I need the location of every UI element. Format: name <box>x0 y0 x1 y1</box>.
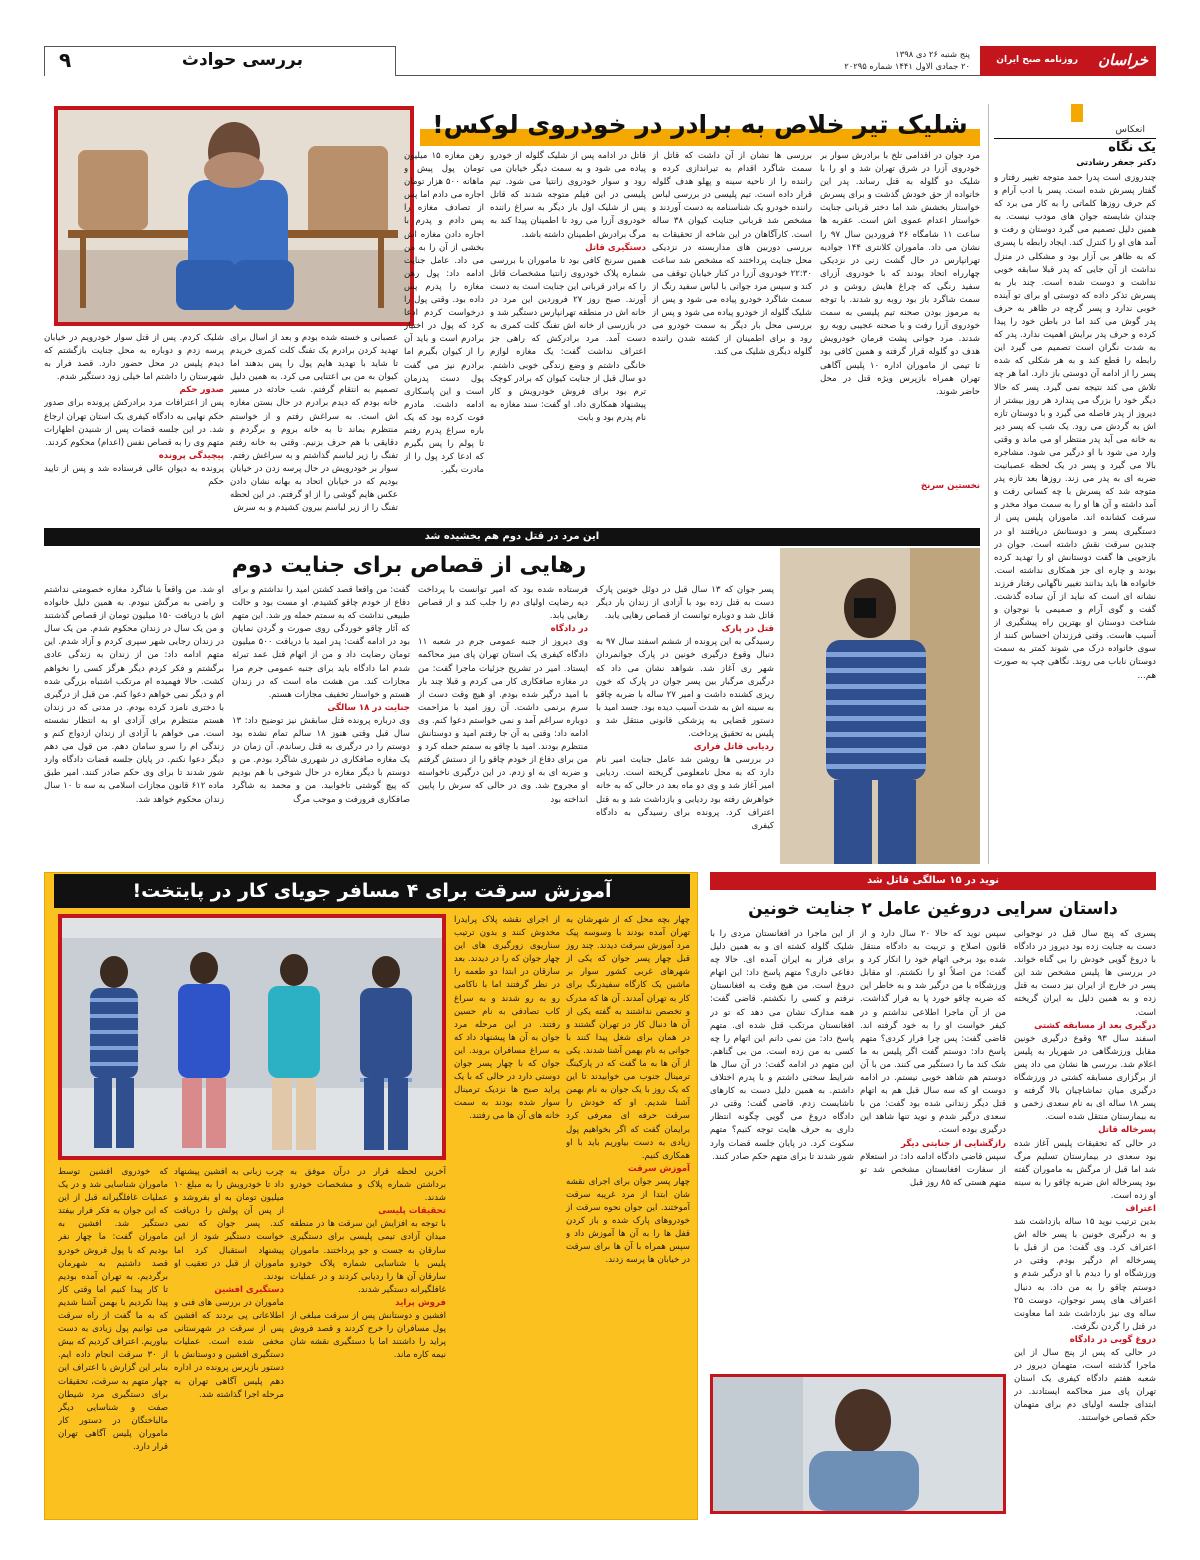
date-block <box>844 48 970 72</box>
story2-photo-frame <box>780 548 980 864</box>
story4-col2-text: سپس نوید که حالا ۲۰ سال دارد و از قانون اصلاح و تربیت به دادگاه منتقل شده بود برخی اتهام خود را انکار کرد و گفت: من اصلاً او را نکشتم. او مقابل ورزشگاه با من درگیر شد و به خاطر این که ضربه چاقو خورد پا به فرار گذاشت. من از آن ماجرا اطلاعی نداشتم و در کیفر خواست او را به خود گرفته اند. قاضی گفت: پس چرا فرار کردی؟ متهم پاسخ داد: دوستم گفت اگر پلیس به ما شک کند ما را دستگیر می کنند. من با آن دوستم هم شاهد خوبی نیستم. در ادامه دوست او که سه سال قبل هم به اتهام قتل دیگر زندانی شده بود گفت: من با سعدی درگیر شدم و نوید تنها شاهد این درگیری بوده است. <box>860 929 1006 1136</box>
story3-col2-text: از اجرای نقشه پلاک پرایدرا مخدوش کنند و بدون ترتیب سناریوی زورگیری های این چهار جوان که را در دیدند. بعد سارقان در ابتدا دو طعمه را در نظر گرفتند اما با ناکامی رو به رو شدند و به سراغ کاب تصادفی به نام حسین رفتند. در این مرحله مرد جوان به آن ها پیشنهاد داد که به سراغ مسافران بروند. این جوان که با چهار پسر جوان دوستی دارد در حالی که با یک پراید صبح ها نزدیک ترمینال سوار شده بودند به سمت خانه های آن ها می رفتند. <box>454 915 560 1122</box>
sidebar-title: یک نگاه <box>1108 140 1156 155</box>
story3-col5-text: که خودروی افشین توسط ماموران شناسایی شد و در یک عملیات غافلگیرانه قبل از این که این جوان به فکر فرار بیفتد دستگیر شد. افشین به ماموران گفت: ما چهار نفر بودیم که با پول فروش خودرو قصد داشتیم به شهرمان برگردیم. به تهران آمده بودیم تا کار پیدا کنیم اما وقتی کار پیدا نکردیم با بهمن آشنا شدیم که به ما گفت از راه سرقت می توانیم پول زیادی به دست بیاوریم. اعتراف کردیم که بیش از ۳۰ سرقت انجام داده ایم. بنابر این گزارش با اعتراف این چهار متهم به سرقت، تحقیقات برای دستگیری مرد شیطان صفت و شناسایی دیگر مالباختگان در دستور کار ماموران پلیس آگاهی تهران قرار دارد. <box>58 1167 168 1452</box>
story1-col4-main <box>404 150 484 524</box>
sidebar-divider <box>988 104 989 864</box>
story1-col1 <box>820 150 980 480</box>
story2-col2-text: فرستاده شده بود که امیر توانست با پرداخت دیه رضایت اولیای دم را جلب کند و از قصاص رهایی یابد. <box>418 585 588 622</box>
story3-col3 <box>290 1166 446 1512</box>
section-box <box>44 46 396 76</box>
story3-col3b-text: با توجه به افزایش این سرقت ها در منطقه میدان آزادی تیمی پلیسی برای دستگیری سارقان به جست و جو پرداختند. ماموران پلیس با شناسایی شماره پلاک خودرو سارقان آن ها را ردیابی کردند و در عملیات غافلگیرانه دستگیر شدند. <box>290 1219 446 1295</box>
story1-col6c-text: پرونده به دیوان عالی فرستاده شد و پس از تایید حکم <box>44 463 224 488</box>
story4-col3-text: از این ماجرا در افغانستان مردی را با شلیک گلوله کشته ای و به همین دلیل برای فرار به ایران آمده ای. حالا چه دفاعی داری؟ متهم پاسخ داد: این اتهام دروغ است. من هیچ وقت به افغانستان نرفتم و کسی را نکشتم. قاضی گفت: همه مدارک نشان می دهد که تو در افغانستان مرتکب قتل شده ای. متهم پاسخ داد: من نمی دانم این اتهام را چه کسی به من زده است. من بی گناهم. این متهم در ادامه گفت: در آن سال ها شرایط سختی داشتم و با پدرم اختلاف داشتم. به همین دلیل دست به کارهای ناشایست زدم. قاضی گفت: وقتی در دادگاه دروغ می گویی چگونه انتظار داری به حرف هایت توجه کنیم؟ متهم سکوت کرد. در پایان جلسه قضات وارد شور شدند تا برای متهم حکم صادر کنند. <box>710 929 854 1162</box>
story1-col3-box <box>490 150 646 524</box>
sidebar-rule <box>1071 104 1083 122</box>
story4-sub1: درگیری بعد از مسابقه کشتی <box>1034 1020 1156 1031</box>
story4-col1b-text: اسفند سال ۹۳ وقوع درگیری خونین مقابل ورزشگاهی در شهریار به پلیس اعلام شد. بررسی ها نشان می داد پس از برگزاری مسابقه کشتی در ورزشگاه درگیری میان تماشاچیان بالا گرفته و پسر ۱۸ ساله ای به نام سعدی زخمی و به بیمارستان منتقل شده است. <box>1014 1033 1156 1123</box>
story3-sub3: فروش پراید <box>395 1297 446 1308</box>
story3-col5 <box>58 1166 168 1512</box>
sidebar-top-line <box>994 138 1156 139</box>
story1-col6b-text: پس از اعترافات مرد برادرکش پرونده برای صدور حکم نهایی به دادگاه کیفری یک استان تهران ارجاع شد. در این جلسه قضات پس از شنیدن اظهارات متهم وی را به قصاص نفس (اعدام) محکوم کردند. <box>44 398 224 448</box>
story2-col3-text: گفت: من واقعا قصد کشتن امید را نداشتم و برای دفاع از خودم چاقو کشیدم. او مست بود و حالت طبیعی نداشت که به سمتم حمله ور شد. این متهم که آثار چاقو خوردگی روی صورت و گردن نمایان بود در ادامه گفت: پدر امید با دریافت ۵۰۰ میلیون تومان رضایت داد و من از اتهام قتل عمد تبرئه شدم اما دادگاه باید برای جنبه عمومی جرم مرا مجازات کند. من هشت ماه است که در زندان هستم و خواستار تخفیف مجازات هستم. <box>232 585 410 700</box>
story4-col1-text: پسری که پنج سال قبل در نوجوانی دست به جنایت زده بود دیروز در دادگاه با دروغ گویی خودش را بی گناه خواند. در بررسی ها پلیس مشخص شد این پسر در خارج از ایران نیز دست به قتل زده و به همین دلیل به ایران گریخته است. <box>1014 929 1156 1018</box>
story4-photo-frame <box>710 1374 1006 1514</box>
story1-col1-text: مرد جوان در اقدامی تلخ با برادرش سوار بر خودروی آزرا در شرق تهران شد و او را با شلیک دو گلوله به قتل رساند. پدر این خانواده از حق خودش گذشت و برای پسرش خواستار بخشش شد اما دختر قربانی جنایت خواستار اعدام عموی اش است. عقربه ها ساعت ۱۱ شامگاه ۲۶ فروردین سال ۹۷ را نشان می داد. ماموران کلانتری ۱۴۴ جوادیه تهرانپارس در حال گشت زنی در نزدیکی چهارراه اتحاد بودند که با خودروی آزرای سفید رنگی که چراغ هایش روشن و در سمت شاگرد باز بود روبه رو شدند. با توجه به مرموز بودن صحنه تیم پلیسی به سمت خودروی آزرا رفت و با صحنه عجیبی روبه رو شدند. مرد جوانی پشت فرمان خودرویش هدف دو گلوله قرار گرفته و همین کافی بود تا تیمی از ماموران اداره ۱۰ پلیس آگاهی تهران همراه بازپرس ویژه قتل در محل حاضر شوند. <box>820 151 980 397</box>
story4-col1f-text: در حالی که پس از پنج سال از این ماجرا گذشته است، متهمان دیروز در شعبه هفتم دادگاه کیفری یک استان تهران پای میز محاکمه ایستادند. در ابتدای جلسه اولیای دم برای متهمان حکم قصاص خواستند. <box>1014 1348 1156 1424</box>
story4-col1d-text: بدین ترتیب نوید ۱۵ ساله بازداشت شد و به درگیری خونین با پسر خاله اش اعتراف کرد. وی گفت: من از قبل با پسرخاله ام درگیر بودم. وقتی در ورزشگاه او را دیدم با او درگیر شدم و دوستم چاقو را به من داد. <box>1014 1217 1156 1293</box>
sidebar-body: چندروزی است پدرا حمد متوجه تغییر رفتار و گفتار پسرش شده است. پسر با ادب آرام و کم حرف روزها کلماتی را به کار می برد که چندان شایسته جوان های مودب نیست. به همین دلیل تصمیم می گیرد دوستان و رفت و آمد های او را کنترل کند. ایجاد رابطه با پسری که به ظاهر بی آزار بود و مشکلی در منزل نداشت از آن جایی که پدر قبلا سابقه خوبی نداشت و دوست شده است. چند بار به پسرش تذکر داده که دوستی او برای تو آینده خوبی ندارد و پسر گرچه در ظاهر به حرف پدر گوش می کند اما در باطن خود را پیدا کرده و حرف پدر برایش اهمیت ندارد. پدر که به شدت نگران است تصمیم می گیرد این رابطه را قطع کند و به هر شکلی که شده پسر را از ادامه آن دوستی باز دارد. اما هر چه تلاش می کند نتیجه نمی گیرد. پسر که حالا دیگر خود را بزرگ می پندارد هر روز بیشتر از دیروز از پدر فاصله می گیرد و با دوستان تازه اش به گردش می رود. یک شب که پسر دیر به خانه می آید پدر منتظر او می ماند و وقتی وارد می شود با او درگیر می شود. مشاجره بالا می گیرد و پسر در یک لحظه عصبانیت ضربه ای به پدر می زند. روزها بعد تازه پدر متوجه شد که پسرش با چه کسانی رفت و آمد داشته و آن ها او را به سمت مواد مخدر و سرقت کشانده اند. ماموران پلیس پس از دستگیری پسر و دوستانش دریافتند او در چندین سرقت نقش داشته است. جوان در بازجویی ها گفت دوستانش او را تهدید کرده بودند و چاره ای جز همکاری نداشته است. خانواده ها باید بدانند تغییر ناگهانی رفتار فرزند نشانه ای است که نباید از آن ساده گذشت. گفت و گوی آرام و صمیمی با نوجوان و شناخت دوستان او بهترین راه پیشگیری از آسیب هاست. وقتی فرزندان احساس کنند از سوی خانواده درک می شوند کمتر به سمت دوستان ناباب می روند. نگاهی چپ به صورت هم... <box>994 173 1156 681</box>
sidebar-label: انعکاس <box>1115 124 1145 135</box>
story2-photo <box>780 548 980 864</box>
page-header <box>44 46 1156 76</box>
story3-col1b-text: چهار پسر جوان برای اجرای نقشه شان ابتدا از مرد غریبه سرقت آموختند. این جوان نحوه سرقت از خودروهای پارک شده و باز کردن قفل ها را به آن ها آموزش داد و سپس همراه با آن ها برای سرقت در خیابان ها پرسه زدند. <box>566 1176 690 1266</box>
date-line-2: ۲۰ جمادی الاول ۱۴۴۱ شماره ۲۰۲۹۵ <box>844 61 970 71</box>
story3-sub4: دستگیری افشین <box>214 1284 284 1295</box>
story3-photo-frame <box>58 914 446 1160</box>
page-number: ۹ <box>59 48 72 72</box>
story3-col4 <box>174 1166 284 1512</box>
story1-title: شلیک تیر خلاص به برادر در خودروی لوکس! <box>420 104 980 146</box>
story4-col2 <box>860 928 1006 1370</box>
story3-col3-text: آخرین لحظه قرار در درآن موفق به برداشتن شماره پلاک و مشخصات خودرو شدند. <box>290 1167 446 1204</box>
story1-col5-box <box>230 332 398 524</box>
story3-col2 <box>454 914 560 1512</box>
story4-col3 <box>710 928 854 1370</box>
story4-sub3: اعتراف <box>1125 1203 1156 1214</box>
story2-col2 <box>418 584 588 866</box>
story1-sub1: نخستین سرنخ <box>920 481 980 491</box>
story2-col1 <box>596 584 774 866</box>
story3-col3c-text: افشین و دوستانش پس از سرقت مبلغی از پول مسافران را خرج کردند و قصد فروش پراید را داشتند اما با دستگیری نقشه شان نیمه کاره ماند. <box>290 1311 446 1361</box>
story2-col4 <box>44 584 224 866</box>
story4-col2b-text: سپس قاضی دادگاه ادامه داد: در استعلام از سفارت افغانستان مشخص شد تو متهم هستی که ۸۵ روز قبل <box>860 1151 1006 1188</box>
story1-col6-real-box <box>44 332 224 524</box>
story4-col1e-text: به دنبال اعتراف های پسر نوجوان، دوست ۲۵ ساله وی نیز بازداشت شد اما معاونت در قتل را گردن نگرفت. <box>1014 1282 1156 1332</box>
date-line-1: پنج شنبه ۲۶ دی ۱۳۹۸ <box>895 49 970 59</box>
story2-sub4: جنایت در ۱۸ سالگی <box>327 702 410 713</box>
sidebar-author: دکتر جعفر رشادتی <box>1076 158 1156 168</box>
story3-sub1: آموزش سرقت <box>628 1163 690 1174</box>
story3-col1-text: چهار بچه محل که از شهرشان به تهران آمده بودند با وسوسه پیک مرد آموزش سرقت دیدند. چند روز قبل چهار پسر جوان که یکی از شهرهای غربی کشور سوار بر ماشین یک کارگاه سفیدرنگ برای کار به تهران آمدند. آن ها که مدرک و تخصص نداشتند به گفته یکی از آن ها دنبال کار در تهران گشتند و در همان برای شغل پیدا کنند با جوانی به نام بهمن آشنا شدند. یکی از آن ها به ما گفت که در پارکینگ ترمینال جنوب می خوابیدند تا این که یک روز با یک جوان به نام بهمن آشنا شدیم. او که خودش را سرقت حرفه ای معرفی کرد برایمان گفت که اگر بخواهیم پول زیادی به دست بیاوریم باید با او همکاری کنیم. <box>566 915 690 1161</box>
story2-col4-text: او شد. من واقعاً با شاگرد مغازه خصومتی نداشتم و راضی به مرگش نبودم. به همین دلیل خانواده اش با دریافت ۱۵۰ میلیون تومان از قصاص گذشتند و من یک سال در زندان محکوم شدم. من یک سال در زندان رجایی شهر سپری کردم و آزاد شدم. این متهم ادامه داد: من از زندان به زندگی عادی برگشتم و فکر کردم دیگر هرگز کسی را نخواهم کشت. حالا فهمیده ام مرتکب اشتباه بزرگی شده ام و دیگر نمی خواهم دعوا کنم. من قبل از درگیری با دختری نامزد کرده بودم. در مدتی که در زندان هستم منتظرم برای آزادی او به انتظار نشسته است. می خواهم با آزادی از زندان ازدواج کنم و زندگی ام را سرو سامان دهم. من قول می دهم دیگر دعوا نکنم. در پایان جلسه قضات دادگاه وارد شور شدند تا برای وی حکم صادر کنند. امیر طبق ماده ۶۱۲ قانون مجازات اسلامی به سه تا ۱۰ سال زندان محکوم خواهد شد. <box>44 585 224 805</box>
story1-col2-text: بررسی ها نشان از آن داشت که قاتل از سمت شاگرد اقدام به تیراندازی کرده و راننده را از ناحیه سینه و پهلو هدف گلوله قرار داده است. تیم پلیسی در بررسی لباس راننده خودرو یک شناسنامه به دست آوردند و مشخص شد قربانی جنایت کیوان ۳۸ ساله است. کارآگاهان در این شاخه از تحقیقات به بررسی دوربین های مداربسته در نزدیکی محل جنایت پرداختند که مشخص شد ساعت ۲۲:۳۰ خودروی آزرا در کنار خیابان توقف می کند و سپس مرد جوانی با لباس سفید رنگ از سمت شاگرد خودرو پیاده می شود و پس از شلیک گلوله از خودرو پیاده می شود و پس از بررسی محل بار دیگر به سمت خودرو می رود و برای اطمینان از کشته شدن راننده گلوله دیگری شلیک می کند. <box>652 151 812 358</box>
story2-sub2: ردیابی قاتل فراری <box>693 742 774 753</box>
brand-banner <box>980 46 1156 76</box>
story4-col1c-text: در حالی که تحقیقات پلیس آغاز شده بود سعدی در بیمارستان تسلیم مرگ شد اما قبل از مرگش به ماموران گفته بود پسرخاله اش ضربه چاقو را به سینه او زده است. <box>1014 1138 1156 1201</box>
story1-col4-text: رهن مغازه ۱۵ میلیون تومان پول پیش و ماهانه ۵۰۰ هزار تومان اجاره می دادم اما پس از تصادف مغازه را پس دادم و پدرم با اجاره دادن مغازه اش بخشی از آن را به من می داد. عامل جنایت ادامه داد: پول رهن مغازه را پدرم پس داده بود. وقتی پول را درخواست کردم ادعا کرد که پول در اختیار برادرم است و باید آن را از کیوان بگیرم اما برادرم نیز می گفت پول دست پدرمان است و این پاسکاری ادامه داشت. مادرم فوت کرده بود که یک باره سراغ پدرم رفتم تا پولم را پس بگیرم که ادعا کرد پول را از مادرت بگیر. <box>404 151 484 476</box>
story3-title: آموزش سرقت برای ۴ مسافر جویای کار در پایتخت! <box>54 874 690 908</box>
story1-photo-frame <box>54 106 414 326</box>
story2-col1-text: پسر جوان که ۱۳ سال قبل در دوئل خونین پارک دست به قتل زده بود با آزادی از زندان بار دیگر قاتل شد و دوباره توانست از قصاص رهایی یابد. <box>596 585 774 622</box>
story3-col4b-text: ماموران در بررسی های فنی و اطلاعاتی پی بردند که افشین پس از سرقت در شهرستانی مخفی شده است. عملیات دستگیری افشین و دوستانش با دستور بازپرس پرونده در اداره دهم پلیس آگاهی تهران به مرحله اجرا گذاشته شد. <box>174 1297 284 1400</box>
story4-sub5: رازگشایی از جنایتی دیگر <box>901 1138 1006 1149</box>
story4-sub2: پسرخاله قاتل <box>1098 1125 1156 1136</box>
story3-sub2: تحقیقات پلیسی <box>378 1206 446 1217</box>
story2-sub3: در دادگاه <box>550 624 588 635</box>
story4-sub4: دروغ گویی در دادگاه <box>1069 1334 1156 1345</box>
face-mask <box>854 598 876 618</box>
story2-sub1: قتل در پارک <box>721 624 774 635</box>
story2-col2b-text: وی دیروز از جنبه عمومی جرم در شعبه ۱۱ دادگاه کیفری یک استان تهران پای میز محاکمه ایستاد. امیر در تشریح جزئیات ماجرا گفت: من در مغازه صافکاری کار می کردم و قبلا چند بار با امید درگیر شده بودم. او هیچ وقت دست از سرم برنمی داشت. آن روز امید با مزاحمت دوباره سراغم آمد و نمی خواستم دعوا کنم. وی ادامه داد: وقتی به آن جا رفتم امید و دوستانش منتظرم بودند. امید با چاقو به سمتم حمله کرد و من برای دفاع از خودم چاقو را از دستش گرفتم و ضربه ای به او زدم. در این درگیری ناخواسته او مجروح شد. وی در حالی که سرش را پایین انداخته بود <box>418 637 588 805</box>
story1-sub3: صدور حکم <box>179 385 224 396</box>
story3-col4-text: چرب زبانی به افشین پیشنهاد داد تا خودرویش را به مبلغ ۱۰ میلیون تومان به او بفروشد و از پس آن پولش را دریافت کند. پسر جوان که نمی خواست دستگیر شود از این پیشنهاد استقبال کرد اما ماموران از قبل در تعقیب او بودند. <box>174 1167 284 1282</box>
story3-col1 <box>566 914 690 1512</box>
story2-col3b-text: وی درباره پرونده قتل سابقش نیز توضیح داد: ۱۳ سال قبل وقتی هنوز ۱۸ سالم تمام نشده بود دوستم را در درگیری به قتل رساندم. آن زمان در یک مغازه صافکاری در شهرری شاگرد بودم. من و دوستم با دیگر مغازه در حال شوخی با هم بودیم که پیچ گوشتی تاخوابید. من و محمد به شاگرد صافکاری فرورفت و موجب مرگ <box>232 715 410 805</box>
story4-photo <box>713 1377 1003 1511</box>
story3-photo <box>62 918 442 1156</box>
story1-sub4: پیچیدگی پرونده <box>158 450 224 461</box>
story2-col1c-text: در بررسی ها روشن شد عامل جنایت امیر نام دارد که به محل نامعلومی گریخته است. ردیابی امیر آغاز شد و وی دو ماه بعد در حالی که به خانه خواهرش رفته بود ردیابی و بازداشت شد و به قتل اعتراف کرد. پرونده برای رسیدگی به دادگاه کیفری <box>596 755 774 831</box>
story1-col5-text: عصبانی و خسته شده بودم و بعد از اسال برای تهدید کردن برادرم یک تفنگ کلت کمری خریدم تا شاید با تهدید هایم پول را پس بدهند اما کیوان به من بی اعتنایی می کرد. به همین دلیل تصمیم به انتقام گرفتم. شب حادثه در مسیر خانه بودم که دیدم برادرم در حال بستن مغازه اش است. به سراغش رفتم و از خواستم منتظرم بماند تا به خانه بروم و برگردم و دقایقی با هم حرف بزنیم. وقتی به خانه رفتم تفنگ را زیر لباسم گذاشتم و به سراغش رفتم. سوار بر خودرویش در حال پرسه زدن در خیابان بودیم که در خیابان اتحاد به بهانه نشان دادن عکس هایم گوشی را از او گرفتم. در این لحظه تفنگ را از زیر لباسم بیرون کشیدم و به سرش <box>230 333 398 514</box>
story2-kicker-bar: این مرد در قتل دوم هم بخشیده شد <box>44 528 980 546</box>
story1-col2 <box>652 150 812 524</box>
story1-col3-text: قاتل در ادامه پس از شلیک گلوله از خودرو پیاده می شود و به سمت دیگر خیابان می رود و سوار خودروی زانتیا می شود. تیم پلیسی در این فیلم متوجه شدند که قاتل پس از شلیک اول بار دیگر به سراغ راننده خودروی آزرا می رود تا اطمینان پیدا کند به مرگ برادرش اطمینان داشته باشد. <box>490 151 646 240</box>
brand-tagline: روزنامه صبح ایران <box>996 55 1078 65</box>
brand-logo: خراسان <box>1098 51 1148 69</box>
story4-col1 <box>1014 928 1156 1512</box>
story1-photo <box>58 110 410 322</box>
story1-col6-text: شلیک کردم. پس از قتل سوار خودرویم در خیابان پرسه زدم و دوباره به محل جنایت بازگشتم که دیدم پلیس در محل حضور دارد. قصد فرار به شهرستان را داشتم اما خیلی زود دستگیر شدم. <box>44 333 224 383</box>
story1-col1-extra <box>820 480 980 524</box>
story2-col3 <box>232 584 410 866</box>
story4-kicker-bar: نوید در ۱۵ سالگی قاتل شد <box>710 872 1156 890</box>
story2-title: رهایی از قصاص برای جنایت دوم <box>231 553 587 578</box>
story1-sub2: دستگیری قاتل <box>585 242 646 253</box>
story1-col3b-text: همین سرنخ کافی بود تا ماموران با بررسی شماره پلاک خودروی زانتیا مشخصات قاتل را که برادر قربانی این جنایت است به دست آورند. صبح روز ۲۷ فروردین این مرد در خانه اش در منطقه تهرانپارس دستگیر شد و در بازرسی از خانه اش تفنگ کلت کمری به دست آمد. مرد برادرکش که راهی جز اعتراف نداشت گفت: یک مغازه لوازم خانگی داشتم و وضع زندگی خوبی داشتم. دو سال قبل از جنایت کیوان که برادر کوچک ترم بود برای فروش خودرویش و کار پیشنهاد همکاری داد. او گفت: سند مغازه به نام پدرم بود و بابت <box>490 255 646 423</box>
section-title: بررسی حوادث <box>181 50 303 70</box>
story2-col1b-text: رسیدگی به این پرونده از ششم اسفند سال ۹۷ به دنبال وقوع درگیری خونین در پارک جوانمردان شهر ری آغاز شد. شواهد نشان می داد که درگیری مرگبار بین پسر جوان در پارک که خون ریزی کشنده داشت و امیر ۲۷ ساله با ضربه چاقو به سینه اش به شدت آسیب دیده بود. جسد امید با دستور قضایی به پزشکی قانونی منتقل شد و پلیس به تحقیق پرداخت. <box>596 637 774 740</box>
story4-title: داستان سرایی دروغین عامل ۲ جنایت خونین <box>748 899 1118 919</box>
